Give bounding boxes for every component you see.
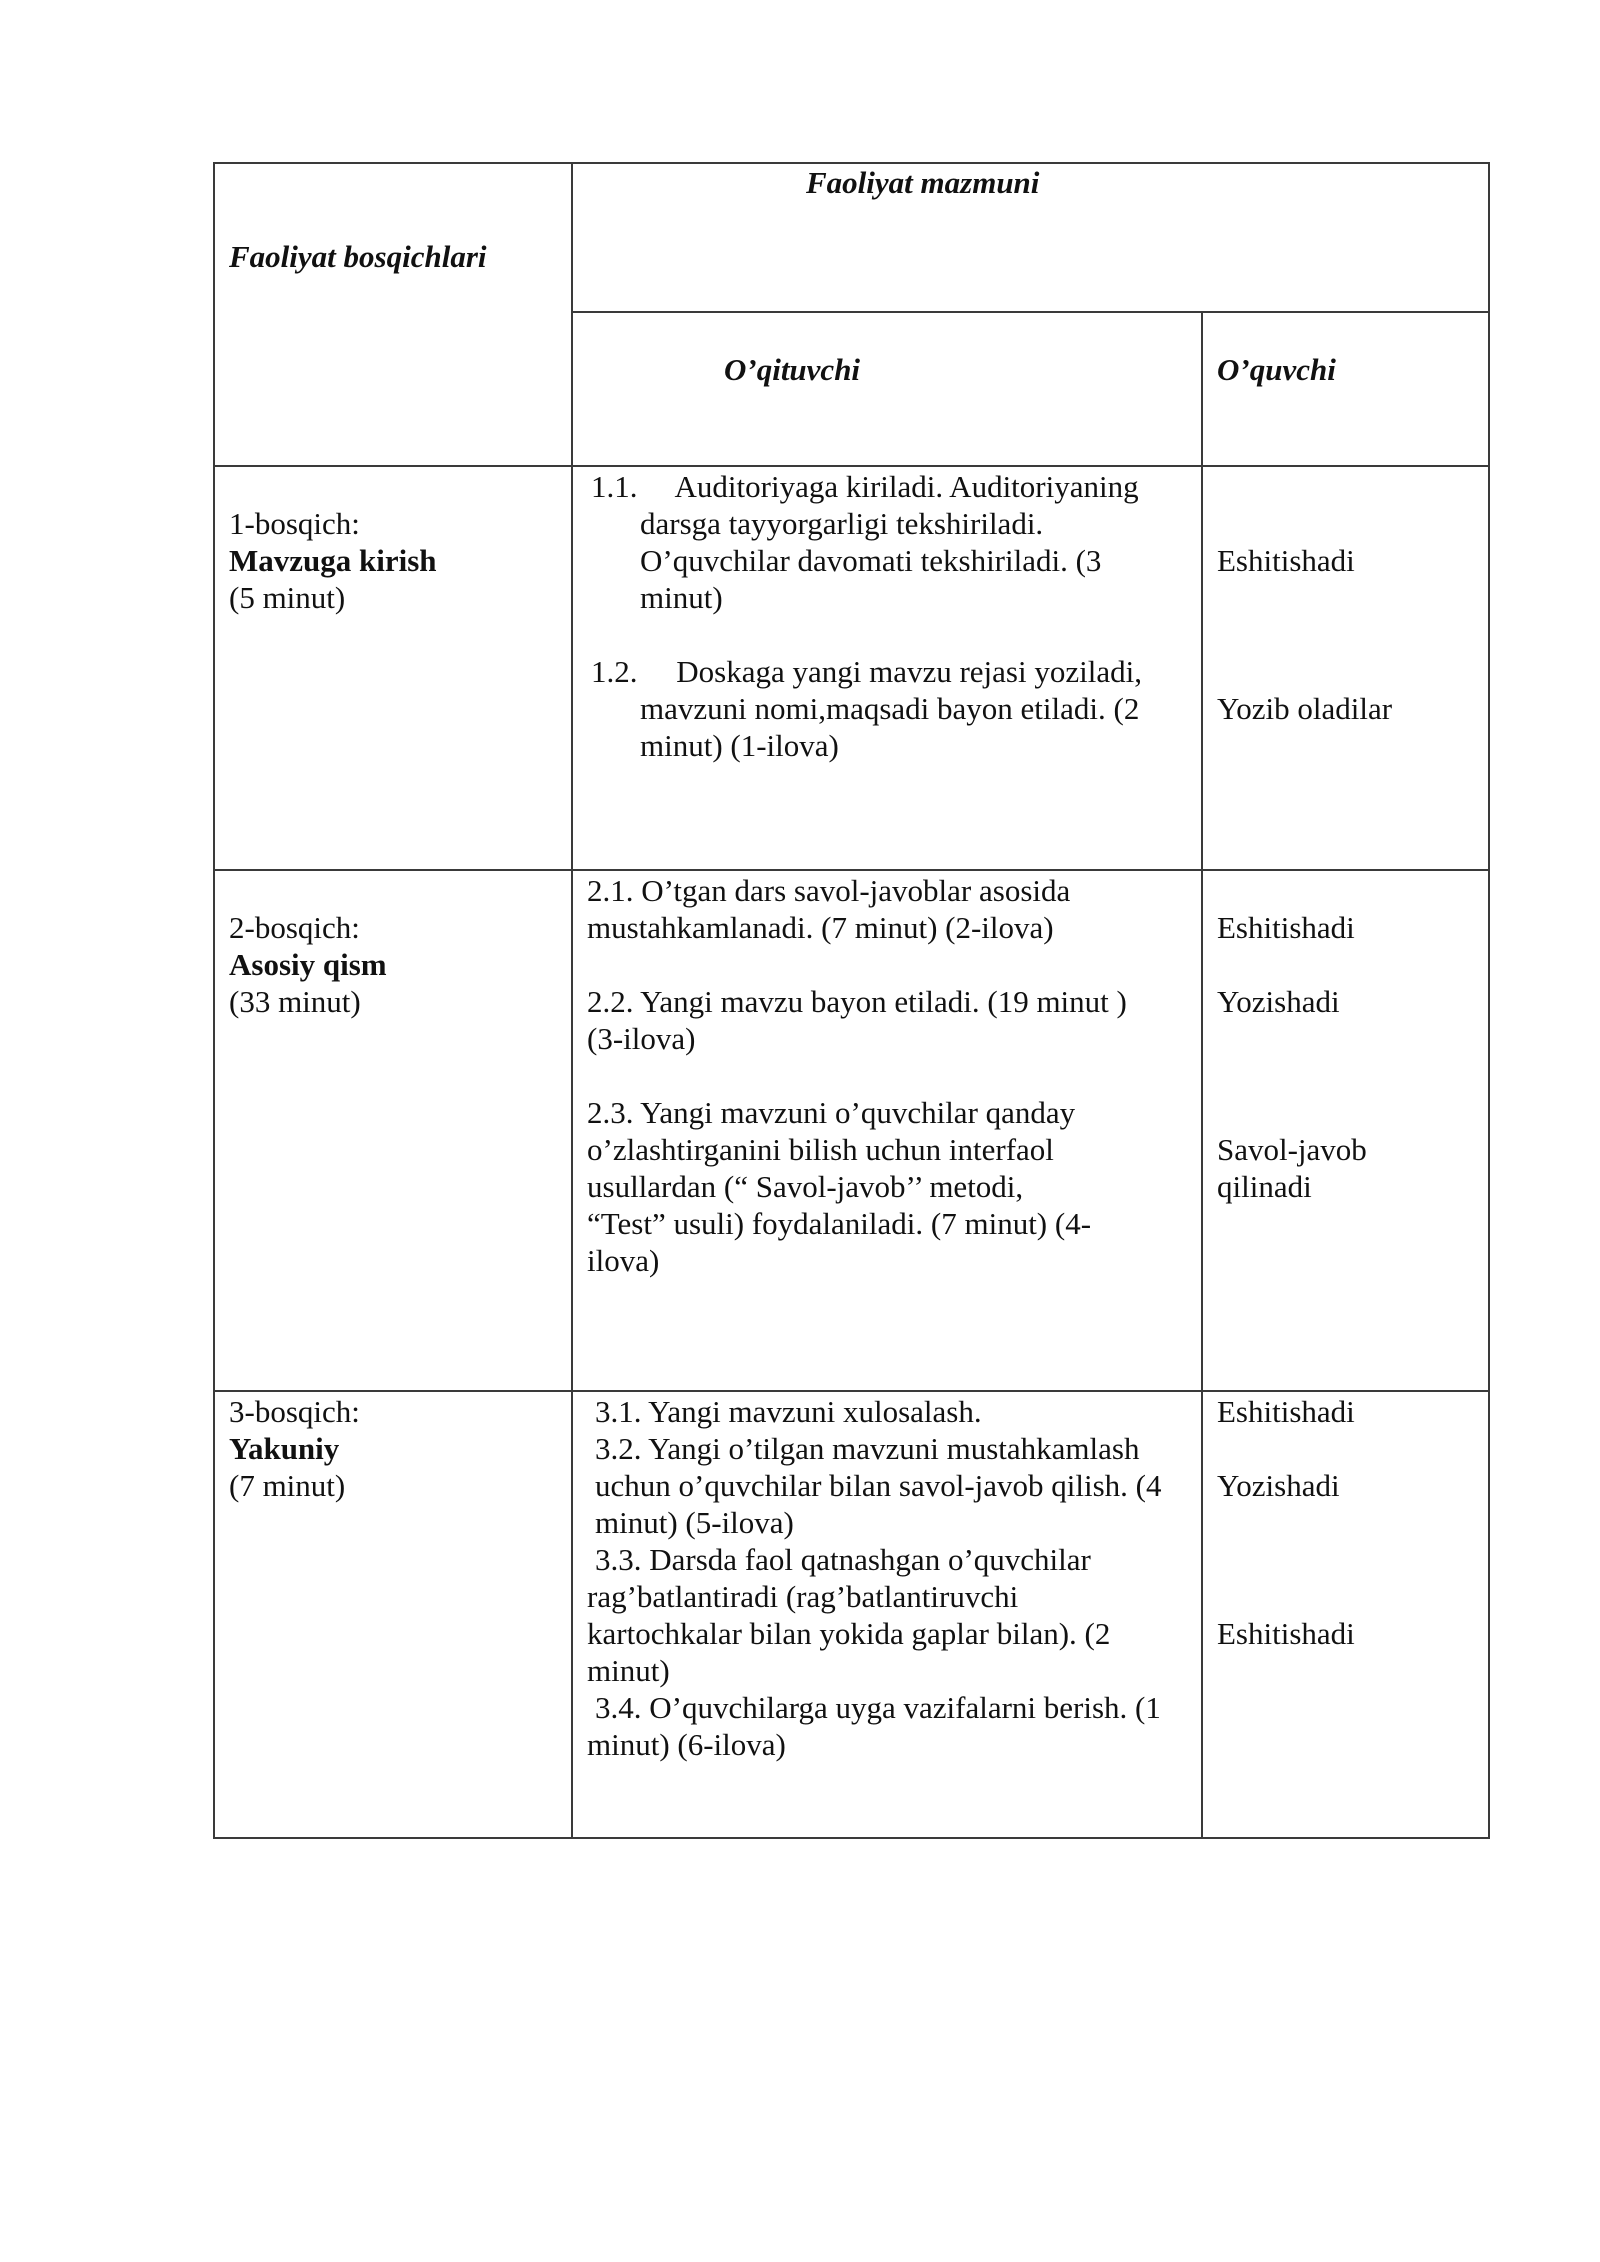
teacher-3-line: kartochkalar bilan yokida gaplar bilan). (2	[587, 1616, 1111, 1651]
student-header: O’quvchi	[1217, 352, 1336, 387]
teacher-3-line: minut)	[587, 1653, 670, 1688]
student-3-line: Eshitishadi	[1217, 1394, 1355, 1429]
stage-3-duration: (7 minut)	[229, 1468, 346, 1503]
teacher-2-line: usullardan (“ Savol-javob’’ metodi,	[587, 1169, 1024, 1204]
teacher-header: O’qituvchi	[724, 352, 861, 387]
row-divider-3	[213, 1390, 1490, 1392]
teacher-1-line: darsga tayyorgarligi tekshiriladi.	[640, 506, 1044, 541]
teacher-3-line: uchun o’quvchilar bilan savol-javob qilish. (4	[595, 1468, 1162, 1503]
content-header: Faoliyat mazmuni	[806, 165, 1040, 200]
teacher-3-line: rag’batlantiradi (rag’batlantiruvchi	[587, 1579, 1019, 1614]
stage-3-title: Yakuniy	[229, 1431, 340, 1466]
teacher-2-line: 2.1. O’tgan dars savol-javoblar asosida	[587, 873, 1071, 908]
teacher-3-line: 3.4. O’quvchilarga uyga vazifalarni berish. (1	[595, 1690, 1161, 1725]
row-divider-2	[213, 869, 1490, 871]
stage-1-name: 1-bosqich:	[229, 506, 360, 541]
teacher-1-line: mavzuni nomi,maqsadi bayon etiladi. (2	[640, 691, 1140, 726]
teacher-3-line: minut) (6-ilova)	[587, 1727, 786, 1762]
teacher-1-line: O’quvchilar davomati tekshiriladi. (3	[640, 543, 1102, 578]
table-border-right	[1488, 162, 1490, 1839]
teacher-2-line: mustahkamlanadi. (7 minut) (2-ilova)	[587, 910, 1054, 945]
table-border-bottom	[213, 1837, 1490, 1839]
teacher-2-line: o’zlashtirganini bilish uchun interfaol	[587, 1132, 1054, 1167]
stage-2-title: Asosiy qism	[229, 947, 387, 982]
teacher-3-line: 3.3. Darsda faol qatnashgan o’quvchilar	[595, 1542, 1091, 1577]
student-3-line: Eshitishadi	[1217, 1616, 1355, 1651]
teacher-2-line: 2.2. Yangi mavzu bayon etiladi. (19 minut )	[587, 984, 1127, 1019]
teacher-2-line: “Test” usuli) foydalaniladi. (7 minut) (4-	[587, 1206, 1092, 1241]
teacher-1-line: 1.1. Auditoriyaga kiriladi. Auditoriyaning	[591, 469, 1139, 504]
teacher-3-line: 3.1. Yangi mavzuni xulosalash.	[595, 1394, 982, 1429]
row-divider-1	[213, 465, 1490, 467]
teacher-2-line: ilova)	[587, 1243, 660, 1278]
teacher-2-line: 2.3. Yangi mavzuni o’quvchilar qanday	[587, 1095, 1076, 1130]
student-2-line: Eshitishadi	[1217, 910, 1355, 945]
table-border-left	[213, 162, 215, 1839]
stages-header: Faoliyat bosqichlari	[229, 239, 487, 274]
teacher-1-line: 1.2. Doskaga yangi mavzu rejasi yoziladi,	[591, 654, 1142, 689]
column-divider-1	[571, 162, 573, 1839]
student-1-line: Yozib oladilar	[1217, 691, 1393, 726]
stage-3-name: 3-bosqich:	[229, 1394, 360, 1429]
teacher-2-line: (3-ilova)	[587, 1021, 696, 1056]
teacher-3-line: 3.2. Yangi o’tilgan mavzuni mustahkamlash	[595, 1431, 1140, 1466]
stage-2-duration: (33 minut)	[229, 984, 361, 1019]
stage-1-title: Mavzuga kirish	[229, 543, 437, 578]
student-2-line: qilinadi	[1217, 1169, 1312, 1204]
student-2-line: Yozishadi	[1217, 984, 1340, 1019]
column-divider-2	[1201, 311, 1203, 1839]
teacher-1-line: minut)	[640, 580, 723, 615]
teacher-1-line: minut) (1-ilova)	[640, 728, 839, 763]
stage-2-name: 2-bosqich:	[229, 910, 360, 945]
student-3-line: Yozishadi	[1217, 1468, 1340, 1503]
teacher-3-line: minut) (5-ilova)	[595, 1505, 794, 1540]
student-1-line: Eshitishadi	[1217, 543, 1355, 578]
student-2-line: Savol-javob	[1217, 1132, 1367, 1167]
stage-1-duration: (5 minut)	[229, 580, 346, 615]
header-divider	[571, 311, 1490, 313]
